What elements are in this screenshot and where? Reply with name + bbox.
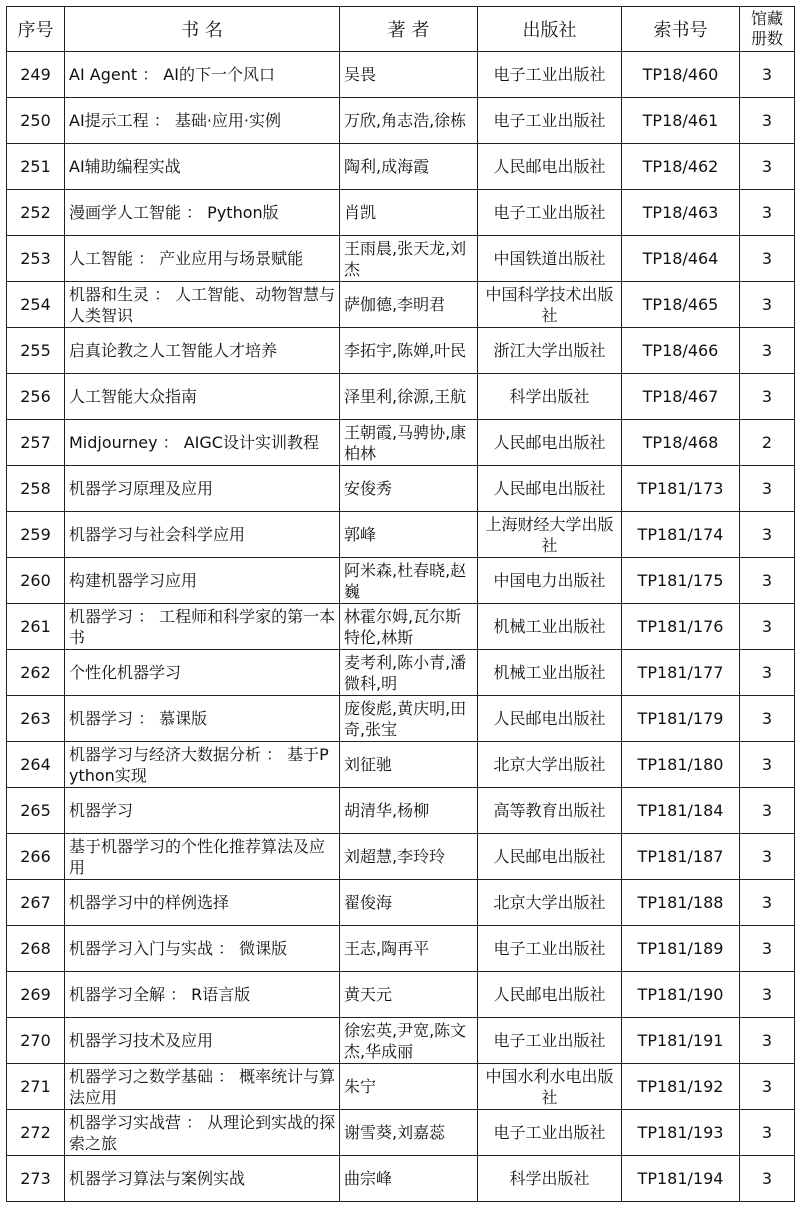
cell-title (65, 1018, 340, 1064)
table-row (7, 374, 795, 420)
table-row (7, 144, 795, 190)
cell-call-number: TP181/177 (622, 650, 740, 696)
cell-author (340, 144, 478, 190)
cell-author (340, 972, 478, 1018)
table-row (7, 1110, 795, 1156)
cell-author-text: 徐宏英,尹宽,陈文杰,华成丽 (344, 1020, 467, 1061)
cell-index: 262 (7, 650, 65, 696)
cell-title-text: 机器学习与社会科学应用 (69, 525, 246, 544)
cell-title-text: 机器学习 (69, 801, 134, 820)
cell-index: 250 (7, 98, 65, 144)
cell-call-number: TP181/193 (622, 1110, 740, 1156)
table-row (7, 788, 795, 834)
cell-publisher-text: 电子工业出版社 (493, 939, 606, 958)
cell-call-number: TP181/184 (622, 788, 740, 834)
cell-title-text: 机器学习算法与案例实战 (69, 1169, 246, 1188)
cell-author (340, 1018, 478, 1064)
cell-call-number: TP181/175 (622, 558, 740, 604)
cell-publisher-text: 机械工业出版社 (493, 663, 606, 682)
cell-publisher-text: 人民邮电出版社 (493, 433, 606, 452)
cell-title (65, 788, 340, 834)
cell-copies: 3 (740, 512, 795, 558)
cell-title (65, 972, 340, 1018)
cell-title (65, 282, 340, 328)
cell-author (340, 1064, 478, 1110)
table-row (7, 650, 795, 696)
table-row (7, 834, 795, 880)
cell-title-text: 机器学习 ： 慕课版 (69, 709, 208, 728)
cell-author-text: 陶利,成海霞 (344, 157, 430, 176)
cell-call-number: TP18/468 (622, 420, 740, 466)
cell-index: 269 (7, 972, 65, 1018)
header-copies (740, 7, 795, 52)
book-list-table (6, 6, 795, 1202)
cell-publisher (478, 52, 622, 98)
cell-call-number: TP181/189 (622, 926, 740, 972)
cell-index: 258 (7, 466, 65, 512)
table-row (7, 742, 795, 788)
table-row (7, 512, 795, 558)
table-row (7, 1018, 795, 1064)
cell-author (340, 236, 478, 282)
cell-title-text: 机器学习之数学基础 ： 概率统计与算法应用 (69, 1066, 336, 1107)
cell-title-text: AI Agent ： AI的下一个风口 (69, 65, 275, 84)
header-index: 序号 (7, 7, 65, 52)
cell-publisher-text: 人民邮电出版社 (493, 709, 606, 728)
cell-author-text: 万欣,角志浩,徐栋 (344, 111, 467, 130)
cell-copies: 3 (740, 558, 795, 604)
cell-title (65, 98, 340, 144)
cell-index: 267 (7, 880, 65, 926)
cell-author (340, 926, 478, 972)
cell-call-number: TP181/190 (622, 972, 740, 1018)
cell-publisher-text: 电子工业出版社 (493, 1123, 606, 1142)
book-list-sheet (6, 6, 794, 1202)
cell-title (65, 650, 340, 696)
cell-author-text: 曲宗峰 (344, 1169, 393, 1188)
table-row (7, 98, 795, 144)
cell-publisher (478, 282, 622, 328)
cell-publisher (478, 926, 622, 972)
cell-title-text: 机器学习全解 ： R语言版 (69, 985, 251, 1004)
cell-call-number: TP18/466 (622, 328, 740, 374)
cell-copies: 3 (740, 1064, 795, 1110)
cell-publisher (478, 374, 622, 420)
cell-title (65, 1064, 340, 1110)
cell-publisher (478, 604, 622, 650)
cell-index: 252 (7, 190, 65, 236)
cell-author (340, 512, 478, 558)
cell-publisher (478, 328, 622, 374)
header-copies-line2: 册数 (750, 29, 783, 48)
table-row (7, 926, 795, 972)
cell-call-number: TP181/192 (622, 1064, 740, 1110)
table-row (7, 880, 795, 926)
cell-title-text: 启真论教之人工智能人才培养 (69, 341, 278, 360)
header-title: 书 名 (65, 7, 340, 52)
cell-title-text: 机器学习实战营 ： 从理论到实战的探索之旅 (69, 1112, 336, 1153)
cell-author-text: 麦考利,陈小青,潘微科,明 (344, 652, 467, 693)
cell-index: 265 (7, 788, 65, 834)
cell-author-text: 吴畏 (344, 65, 377, 84)
cell-author (340, 374, 478, 420)
cell-author (340, 282, 478, 328)
cell-copies: 3 (740, 972, 795, 1018)
cell-call-number: TP181/180 (622, 742, 740, 788)
cell-publisher (478, 1110, 622, 1156)
cell-author (340, 650, 478, 696)
cell-author (340, 52, 478, 98)
table-row (7, 420, 795, 466)
cell-author-text: 黄天元 (344, 985, 393, 1004)
table-row (7, 604, 795, 650)
cell-publisher-text: 北京大学出版社 (493, 893, 606, 912)
cell-call-number: TP18/463 (622, 190, 740, 236)
table-row (7, 558, 795, 604)
cell-call-number: TP181/191 (622, 1018, 740, 1064)
cell-publisher-text: 电子工业出版社 (493, 203, 606, 222)
cell-publisher (478, 1018, 622, 1064)
cell-index: 261 (7, 604, 65, 650)
cell-publisher-text: 上海财经大学出版社 (485, 514, 614, 555)
table-row (7, 1156, 795, 1202)
cell-call-number: TP181/179 (622, 696, 740, 742)
cell-index: 264 (7, 742, 65, 788)
cell-author (340, 880, 478, 926)
cell-copies: 3 (740, 328, 795, 374)
cell-copies: 3 (740, 1110, 795, 1156)
cell-call-number: TP181/188 (622, 880, 740, 926)
cell-index: 263 (7, 696, 65, 742)
cell-publisher (478, 1156, 622, 1202)
cell-publisher-text: 中国电力出版社 (493, 571, 606, 590)
cell-author-text: 王志,陶再平 (344, 939, 430, 958)
cell-index: 253 (7, 236, 65, 282)
cell-author (340, 604, 478, 650)
table-body (7, 52, 795, 1202)
cell-author-text: 王朝霞,马骋协,康柏林 (344, 422, 467, 463)
cell-publisher-text: 人民邮电出版社 (493, 847, 606, 866)
cell-index: 255 (7, 328, 65, 374)
cell-index: 273 (7, 1156, 65, 1202)
cell-call-number: TP18/462 (622, 144, 740, 190)
cell-copies: 3 (740, 742, 795, 788)
cell-title (65, 236, 340, 282)
table-row (7, 972, 795, 1018)
cell-publisher-text: 北京大学出版社 (493, 755, 606, 774)
cell-title-text: 构建机器学习应用 (69, 571, 198, 590)
cell-publisher-text: 中国水利水电出版社 (485, 1066, 614, 1107)
cell-publisher (478, 972, 622, 1018)
cell-author-text: 刘超慧,李玲玲 (344, 847, 446, 866)
table-row (7, 328, 795, 374)
cell-index: 254 (7, 282, 65, 328)
cell-copies: 3 (740, 696, 795, 742)
cell-title (65, 834, 340, 880)
cell-copies: 3 (740, 282, 795, 328)
cell-publisher (478, 420, 622, 466)
cell-index: 251 (7, 144, 65, 190)
cell-copies: 3 (740, 926, 795, 972)
cell-publisher (478, 880, 622, 926)
cell-author-text: 王雨晨,张天龙,刘杰 (344, 238, 467, 279)
cell-publisher-text: 人民邮电出版社 (493, 157, 606, 176)
cell-title-text: 机器学习技术及应用 (69, 1031, 214, 1050)
header-publisher: 出版社 (478, 7, 622, 52)
cell-title (65, 420, 340, 466)
cell-author-text: 萨伽德,李明君 (344, 295, 446, 314)
table-header-row (7, 7, 795, 52)
cell-author (340, 1156, 478, 1202)
cell-call-number: TP181/174 (622, 512, 740, 558)
cell-copies: 3 (740, 788, 795, 834)
cell-author-text: 刘征驰 (344, 755, 393, 774)
cell-call-number: TP18/461 (622, 98, 740, 144)
cell-copies: 3 (740, 236, 795, 282)
cell-title (65, 604, 340, 650)
cell-author (340, 466, 478, 512)
cell-author (340, 788, 478, 834)
cell-title (65, 926, 340, 972)
table-row (7, 190, 795, 236)
cell-title (65, 1110, 340, 1156)
cell-author (340, 328, 478, 374)
cell-call-number: TP181/187 (622, 834, 740, 880)
cell-copies: 2 (740, 420, 795, 466)
cell-author (340, 190, 478, 236)
cell-title (65, 328, 340, 374)
cell-publisher (478, 512, 622, 558)
cell-publisher (478, 98, 622, 144)
cell-title (65, 466, 340, 512)
cell-author (340, 98, 478, 144)
cell-title (65, 696, 340, 742)
cell-copies: 3 (740, 374, 795, 420)
cell-author-text: 翟俊海 (344, 893, 393, 912)
cell-title (65, 1156, 340, 1202)
cell-author-text: 庞俊彪,黄庆明,田奇,张宝 (344, 698, 467, 739)
cell-title-text: 机器学习原理及应用 (69, 479, 214, 498)
cell-title-text: AI提示工程 ： 基础·应用·实例 (69, 111, 282, 130)
cell-author-text: 安俊秀 (344, 479, 393, 498)
cell-title-text: AI辅助编程实战 (69, 157, 181, 176)
cell-title-text: Midjourney ： AIGC设计实训教程 (69, 433, 319, 452)
cell-author (340, 558, 478, 604)
cell-copies: 3 (740, 144, 795, 190)
cell-publisher (478, 742, 622, 788)
cell-title (65, 742, 340, 788)
cell-publisher (478, 190, 622, 236)
cell-copies: 3 (740, 1156, 795, 1202)
cell-copies: 3 (740, 650, 795, 696)
cell-title (65, 374, 340, 420)
cell-index: 268 (7, 926, 65, 972)
cell-copies: 3 (740, 190, 795, 236)
cell-title-text: 机器学习 ： 工程师和科学家的第一本书 (69, 606, 336, 647)
cell-author-text: 谢雪葵,刘嘉蕊 (344, 1123, 446, 1142)
cell-title (65, 880, 340, 926)
cell-call-number: TP18/467 (622, 374, 740, 420)
table-row (7, 1064, 795, 1110)
cell-copies: 3 (740, 1018, 795, 1064)
cell-title-text: 漫画学人工智能 ： Python版 (69, 203, 279, 222)
cell-title-text: 基于机器学习的个性化推荐算法及应用 (69, 836, 326, 877)
table-row (7, 466, 795, 512)
cell-publisher (478, 144, 622, 190)
cell-publisher-text: 科学出版社 (509, 1169, 590, 1188)
cell-title (65, 558, 340, 604)
cell-publisher-text: 浙江大学出版社 (493, 341, 606, 360)
cell-copies: 3 (740, 52, 795, 98)
cell-title (65, 512, 340, 558)
cell-author-text: 李拓宇,陈婵,叶民 (344, 341, 467, 360)
cell-author (340, 1110, 478, 1156)
cell-publisher-text: 高等教育出版社 (493, 801, 606, 820)
cell-index: 271 (7, 1064, 65, 1110)
cell-copies: 3 (740, 880, 795, 926)
cell-index: 257 (7, 420, 65, 466)
cell-publisher (478, 1064, 622, 1110)
cell-title-text: 人工智能 ： 产业应用与场景赋能 (69, 249, 304, 268)
cell-copies: 3 (740, 466, 795, 512)
cell-title (65, 144, 340, 190)
cell-author-text: 泽里利,徐源,王航 (344, 387, 467, 406)
cell-author-text: 林霍尔姆,瓦尔斯特伦,林斯 (344, 606, 462, 647)
cell-title (65, 52, 340, 98)
cell-publisher-text: 科学出版社 (509, 387, 590, 406)
cell-title-text: 机器学习入门与实战 ： 微课版 (69, 939, 288, 958)
table-row (7, 696, 795, 742)
cell-author (340, 834, 478, 880)
cell-title-text: 机器学习与经济大数据分析 ： 基于Python实现 (69, 744, 329, 785)
cell-author (340, 420, 478, 466)
cell-publisher (478, 236, 622, 282)
header-call-number: 索书号 (622, 7, 740, 52)
cell-call-number: TP18/460 (622, 52, 740, 98)
cell-author-text: 胡清华,杨柳 (344, 801, 430, 820)
cell-call-number: TP18/464 (622, 236, 740, 282)
cell-index: 270 (7, 1018, 65, 1064)
cell-publisher (478, 650, 622, 696)
cell-index: 256 (7, 374, 65, 420)
cell-copies: 3 (740, 834, 795, 880)
cell-publisher (478, 788, 622, 834)
cell-index: 272 (7, 1110, 65, 1156)
cell-call-number: TP181/194 (622, 1156, 740, 1202)
cell-publisher (478, 696, 622, 742)
cell-publisher-text: 电子工业出版社 (493, 65, 606, 84)
cell-author-text: 朱宁 (344, 1077, 377, 1096)
table-row (7, 282, 795, 328)
cell-copies: 3 (740, 98, 795, 144)
table-row (7, 236, 795, 282)
cell-copies: 3 (740, 604, 795, 650)
cell-call-number: TP181/173 (622, 466, 740, 512)
cell-index: 259 (7, 512, 65, 558)
cell-title (65, 190, 340, 236)
cell-author-text: 郭峰 (344, 525, 377, 544)
cell-title-text: 机器和生灵 ： 人工智能、动物智慧与人类智识 (69, 284, 336, 325)
cell-index: 260 (7, 558, 65, 604)
cell-author-text: 阿米森,杜春晓,赵巍 (344, 560, 467, 601)
cell-title-text: 人工智能大众指南 (69, 387, 198, 406)
cell-publisher-text: 人民邮电出版社 (493, 985, 606, 1004)
cell-publisher-text: 机械工业出版社 (493, 617, 606, 636)
cell-author-text: 肖凯 (344, 203, 377, 222)
cell-index: 249 (7, 52, 65, 98)
cell-publisher-text: 中国铁道出版社 (493, 249, 606, 268)
cell-publisher-text: 电子工业出版社 (493, 1031, 606, 1050)
cell-index: 266 (7, 834, 65, 880)
cell-call-number: TP18/465 (622, 282, 740, 328)
cell-author (340, 696, 478, 742)
header-copies-line1: 馆藏 (750, 9, 783, 28)
cell-author (340, 742, 478, 788)
cell-publisher (478, 558, 622, 604)
cell-publisher-text: 电子工业出版社 (493, 111, 606, 130)
cell-publisher (478, 466, 622, 512)
cell-title-text: 个性化机器学习 (69, 663, 182, 682)
cell-publisher (478, 834, 622, 880)
cell-title-text: 机器学习中的样例选择 (69, 893, 230, 912)
cell-call-number: TP181/176 (622, 604, 740, 650)
cell-publisher-text: 人民邮电出版社 (493, 479, 606, 498)
table-row (7, 52, 795, 98)
cell-publisher-text: 中国科学技术出版社 (485, 284, 614, 325)
header-author: 著 者 (340, 7, 478, 52)
